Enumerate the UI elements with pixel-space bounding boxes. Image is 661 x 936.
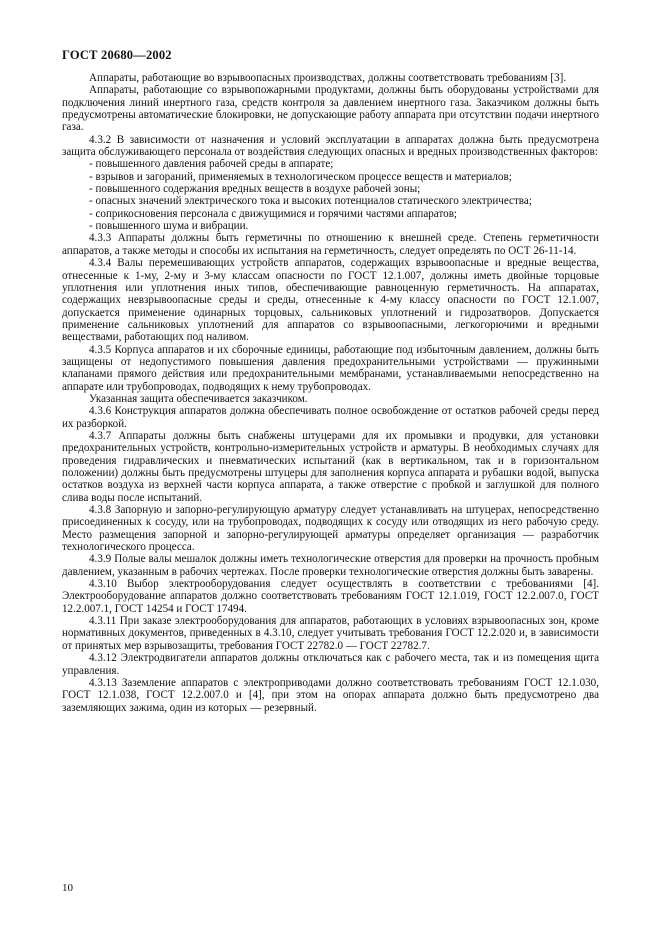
paragraph: 4.3.9 Полые валы мешалок должны иметь технологические отверстия для проверки на прочность пробным давлением, указанным в рабочих чертежах. После проверки технологические отверстия должны быть заварены. — [62, 553, 599, 578]
list-item: - повышенного давления рабочей среды в аппарате; — [89, 158, 334, 171]
paragraph: 4.3.8 Запорную и запорно-регулирующую арматуру следует устанавливать на штуцерах, непосредственно присоединенных к сосуду, или на трубопроводах, подводящих к сосуду или отводящих из него рабочую среду. Место размещения запорной и запорно-регулирующей арматуры определяет организация — разработчик технологического процесса. — [62, 504, 599, 554]
paragraph: 4.3.2 В зависимости от назначения и условий эксплуатации в аппаратах должна быть предусмотрена защита обслуживающего персонала от воздействия следующих опасных и вредных производственных факторов: — [62, 133, 599, 159]
list-item: - опасных значений электрического тока и высоких потенциалов статического электричества; — [89, 195, 532, 208]
list-item: - повышенного шума и вибрации. — [89, 220, 249, 233]
paragraph: Указанная защита обеспечивается заказчиком. — [89, 392, 308, 405]
list-item: - соприкосновения персонала с движущимися и горячими частями аппаратов; — [89, 207, 458, 220]
paragraph: 4.3.3 Аппараты должны быть герметичны по отношению к внешней среде. Степень герметичности аппаратов, а также методы и способы их испытания на герметичность, следует определять по ОСТ 26-11-14. — [62, 232, 599, 257]
paragraph: 4.3.12 Электродвигатели аппаратов должны отключаться как с рабочего места, так и из помещения щита управления. — [62, 652, 599, 677]
paragraph: 4.3.10 Выбор электрооборудования следует осуществлять в соответствии с требованиями [4]. Электрооборудование аппаратов должно соответствовать требованиям ГОСТ 12.1.019, ГОСТ 12.2.007.0, ГОСТ 12.2.007.1, ГОСТ 14254 и ГОСТ 17494. — [62, 578, 599, 615]
list-item: - взрывов и загораний, применяемых в технологическом процессе веществ и материалов; — [89, 170, 512, 183]
paragraph: Аппараты, работающие во взрывоопасных производствах, должны соответствовать требованиям [3]. — [89, 72, 567, 84]
paragraph: 4.3.7 Аппараты должны быть снабжены штуцерами для их промывки и продувки, для установки предохранительных устройств, контрольно-измерительных устройств и арматуры. В необходимых случаях для проведения гидравлических и пневматических испытаний (как в вертикальном, так и в горизонтальном положении) должны быть предусмотрены штуцеры для заполнения корпуса аппарата и рубашки водой, выпуска остатков воздуха из верхней части корпуса аппарата, а также отверстие с пробкой и заглушкой для полного слива воды после испытаний. — [62, 429, 599, 504]
paragraph: 4.3.6 Конструкция аппаратов должна обеспечивать полное освобождение от остатков рабочей среды перед их разборкой. — [62, 405, 599, 430]
paragraph: 4.3.5 Корпуса аппаратов и их сборочные единицы, работающие под избыточным давлением, должны быть защищены от недопустимого повышения давления предохранительными устройствами — пружинными клапанами прямого действия или предохранительными мембранами, устанавливаемыми непосредственно на аппарате или трубопроводах, подводящих к нему трубопроводах. — [62, 343, 599, 393]
paragraph: 4.3.4 Валы перемешивающих устройств аппаратов, содержащих взрывоопасные и вредные вещества, отнесенные к 1-му, 2-му и 3-му классам опасности по ГОСТ 12.1.007, должны иметь двойные торцовые уплотнения или уплотнения иных типов, обеспечивающие равноценную герметичность. На аппаратах, содержащих невзрывоопасные среды и среды, отнесенные к 4-му классу опасности по ГОСТ 12.1.007, допускается применение одинарных торцовых, сальниковых уплотнений и гидрозатворов. Допускается применение сальниковых уплотнений для аппаратов со взрывоопасными, легкогорючими и вредными веществами, работающих под наливом. — [62, 257, 599, 344]
document-header: ГОСТ 20680—2002 — [62, 48, 172, 62]
page-number: 10 — [62, 882, 73, 894]
paragraph: 4.3.11 При заказе электрооборудования для аппаратов, работающих в условиях взрывоопасных зон, кроме нормативных документов, приведенных в 4.3.10, следует учитывать требования ГОСТ 12.2.020 и, в зависимости от принятых мер взрывозащиты, требования ГОСТ 22782.0 — ГОСТ 22782.7. — [62, 615, 599, 652]
list-item: - повышенного содержания вредных веществ в воздухе рабочей зоны; — [89, 183, 421, 196]
paragraph: 4.3.13 Заземление аппаратов с электроприводами должно соответствовать требованиям ГОСТ 12.1.030, ГОСТ 12.1.038, ГОСТ 12.2.007.0 и [4], при этом на опорах аппарата должно быть предусмотрено два заземляющих зажима, один из которых — резервный. — [62, 676, 599, 714]
paragraph: Аппараты, работающие со взрывопожарными продуктами, должны быть оборудованы устройствами для подключения линий инертного газа, средств контроля за давлением инертного газа. Заказчиком должны быть предусмотрены автоматические блокировки, не допускающие работу аппарата при отсутствии подачи инертного газа. — [62, 84, 599, 134]
document-body — [62, 72, 599, 714]
